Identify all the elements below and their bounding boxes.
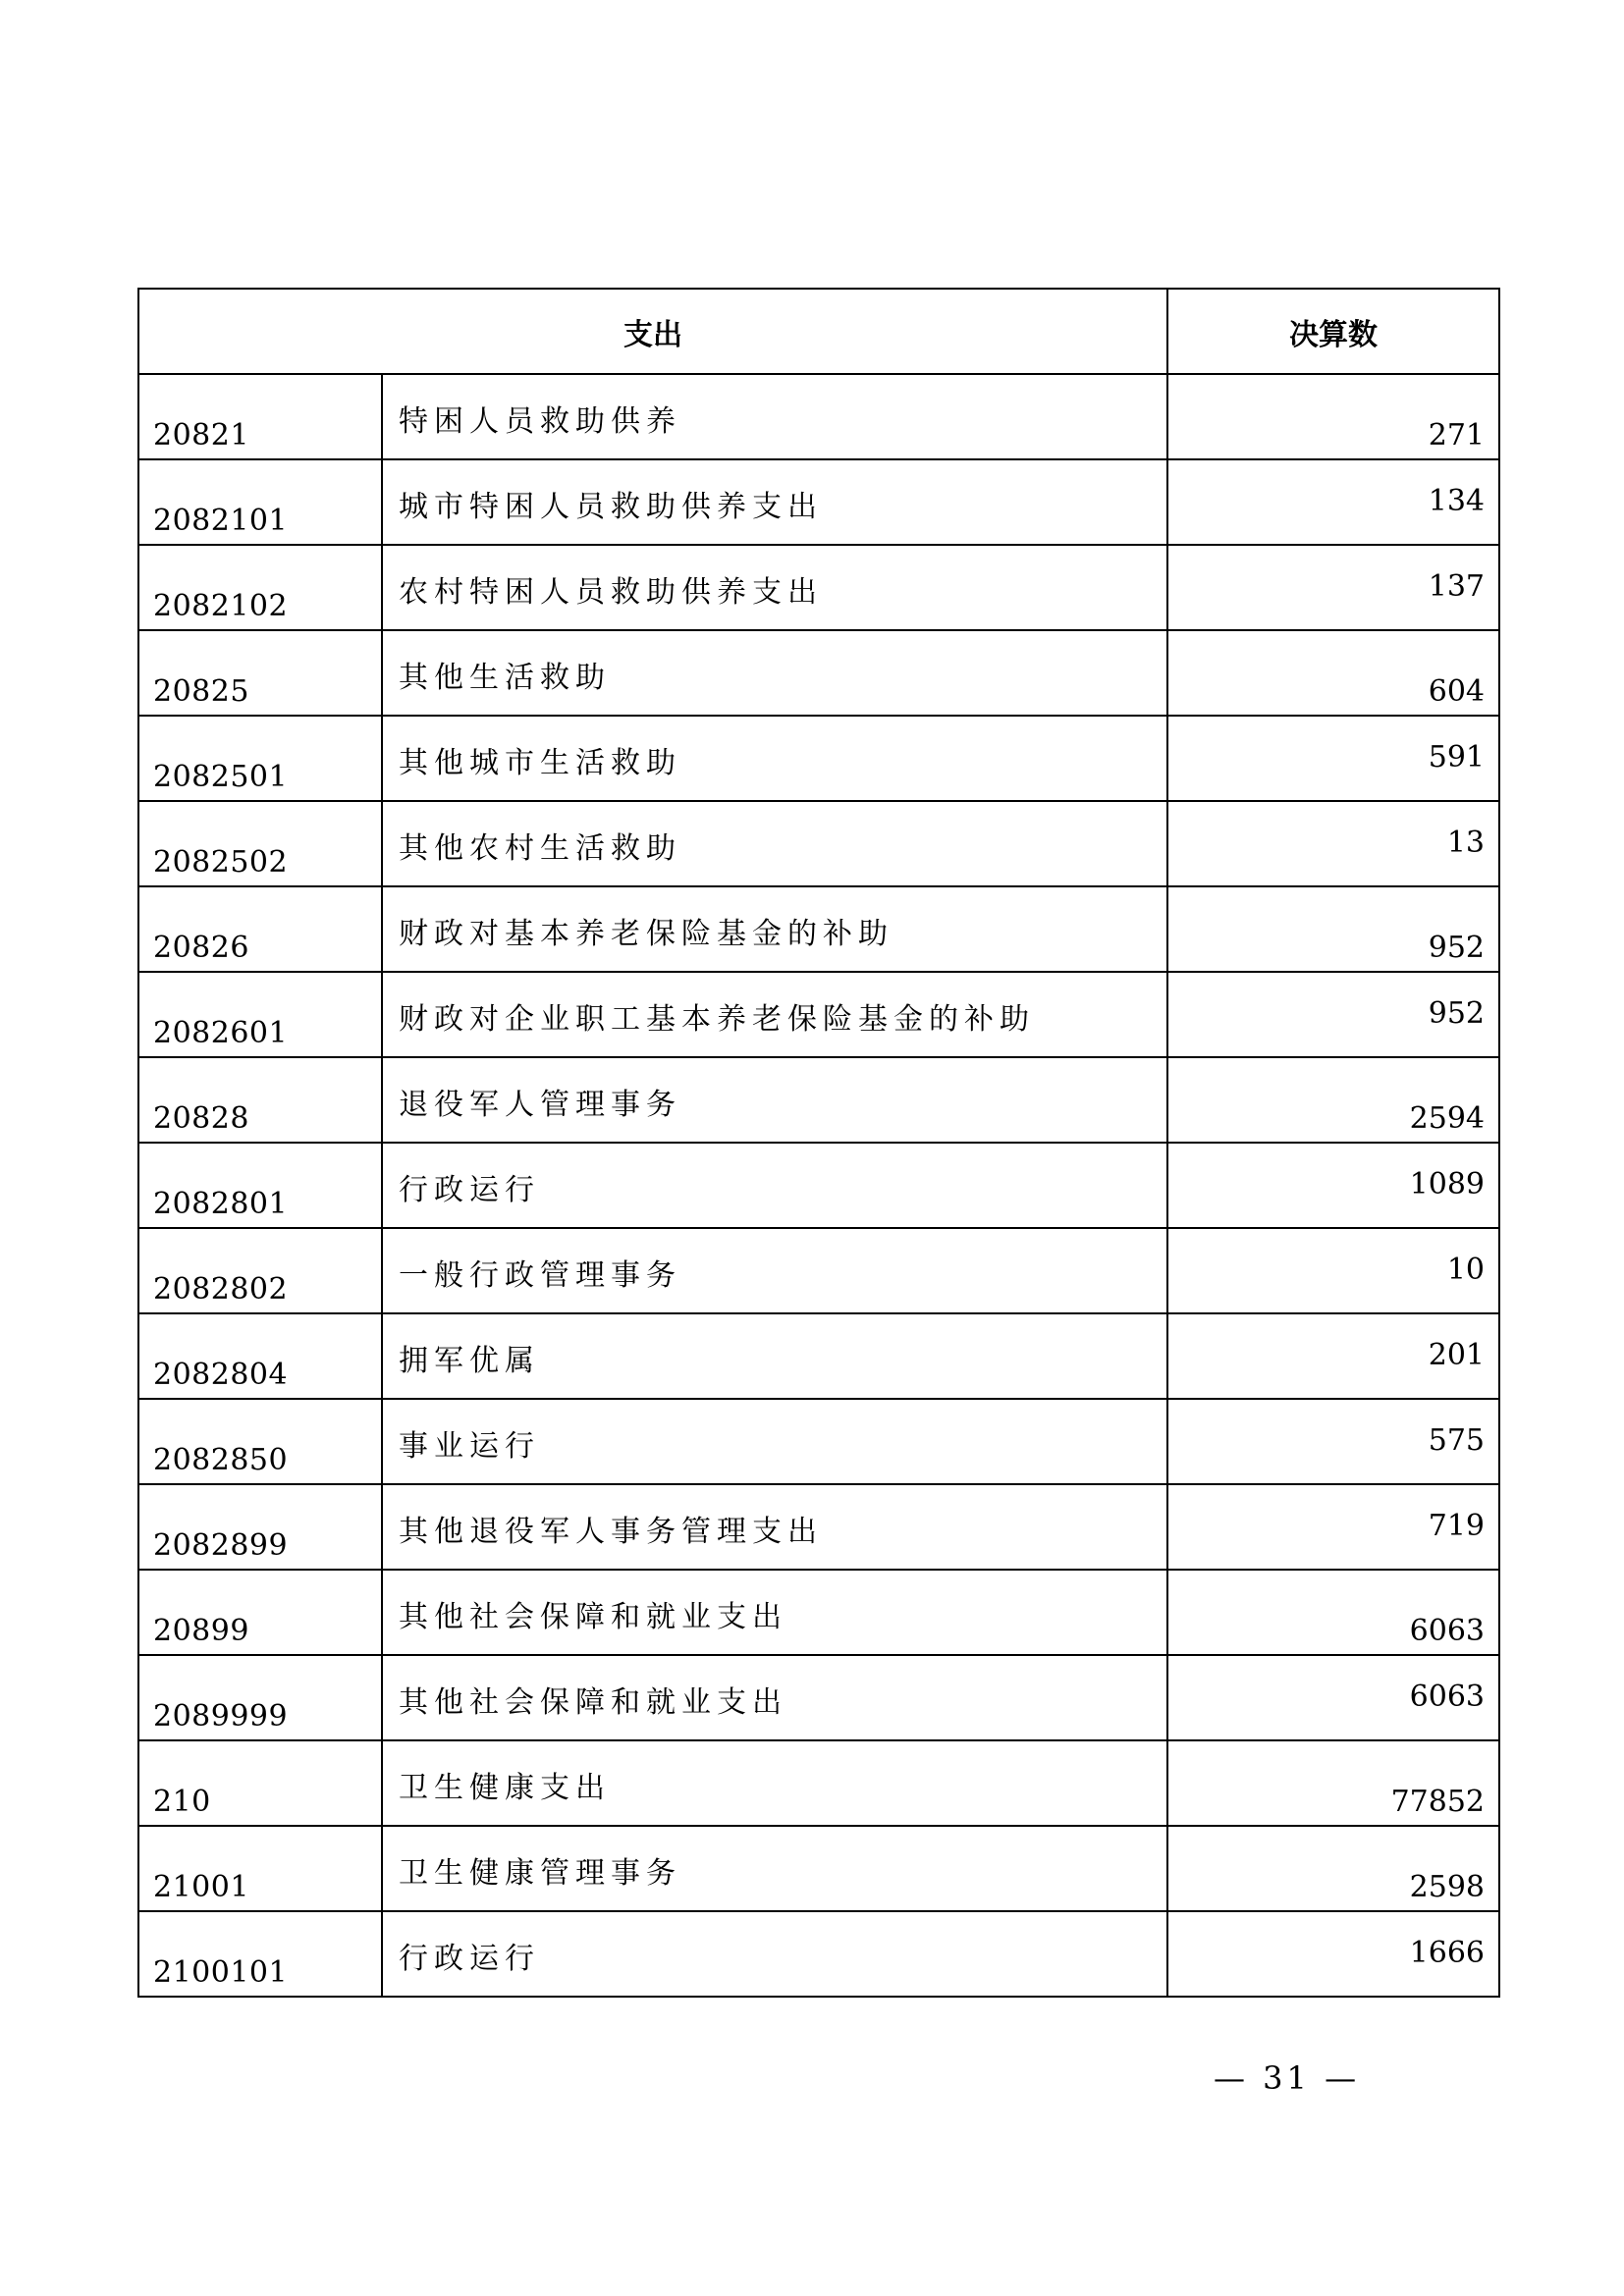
row-amount: 952 (1428, 931, 1485, 965)
row-name-cell (382, 1143, 1167, 1228)
row-code: 2082601 (153, 1016, 289, 1050)
table-row (138, 1399, 1499, 1484)
row-amount: 575 (1428, 1423, 1485, 1458)
row-code: 2082802 (153, 1272, 289, 1307)
row-code-cell (138, 1399, 382, 1484)
header-expenditure: 支出 (138, 289, 1167, 374)
row-name-cell (382, 972, 1167, 1057)
row-amount: 6063 (1409, 1614, 1485, 1648)
row-name-cell (382, 1826, 1167, 1911)
row-amount-cell (1167, 1313, 1499, 1399)
table-row (138, 459, 1499, 545)
row-amount: 719 (1428, 1509, 1485, 1543)
row-code-cell (138, 1826, 382, 1911)
row-amount-cell (1167, 374, 1499, 459)
row-name-cell (382, 1228, 1167, 1313)
row-name: 卫生健康支出 (399, 1771, 611, 1805)
row-name-cell (382, 716, 1167, 801)
table-row (138, 801, 1499, 886)
row-amount-cell (1167, 1740, 1499, 1826)
row-amount: 134 (1428, 484, 1485, 518)
row-amount: 1666 (1409, 1936, 1485, 1970)
row-code-cell (138, 545, 382, 630)
row-amount-cell (1167, 1399, 1499, 1484)
table-body (138, 374, 1499, 1997)
table-row (138, 630, 1499, 716)
row-name: 行政运行 (399, 1942, 540, 1976)
row-name-cell (382, 1911, 1167, 1997)
row-name-cell (382, 886, 1167, 972)
row-code: 2089999 (153, 1699, 289, 1734)
row-amount-cell (1167, 1655, 1499, 1740)
row-amount: 2598 (1409, 1870, 1485, 1904)
table-row (138, 545, 1499, 630)
row-name-cell (382, 1313, 1167, 1399)
budget-expenditure-table (137, 288, 1500, 1998)
page-number: — 31 — (1214, 2059, 1361, 2097)
row-code-cell (138, 1143, 382, 1228)
row-name-cell (382, 1057, 1167, 1143)
row-amount-cell (1167, 1143, 1499, 1228)
row-name: 行政运行 (399, 1173, 540, 1207)
row-amount: 10 (1446, 1253, 1485, 1287)
row-amount: 77852 (1390, 1785, 1485, 1819)
row-name-cell (382, 374, 1167, 459)
row-name: 事业运行 (399, 1429, 540, 1464)
row-name: 退役军人管理事务 (399, 1088, 681, 1122)
row-name: 其他城市生活救助 (399, 746, 681, 780)
row-name-cell (382, 1740, 1167, 1826)
row-amount-cell (1167, 716, 1499, 801)
row-name: 其他生活救助 (399, 661, 611, 695)
row-amount: 201 (1428, 1338, 1485, 1372)
table-row (138, 1570, 1499, 1655)
table-row (138, 374, 1499, 459)
table-row (138, 1484, 1499, 1570)
row-code-cell (138, 1570, 382, 1655)
row-code: 2082501 (153, 760, 289, 794)
row-name-cell (382, 801, 1167, 886)
row-name: 一般行政管理事务 (399, 1258, 681, 1293)
row-code-cell (138, 1057, 382, 1143)
row-code-cell (138, 972, 382, 1057)
row-name: 拥军优属 (399, 1344, 540, 1378)
row-amount-cell (1167, 1826, 1499, 1911)
table-row (138, 1655, 1499, 1740)
row-amount: 6063 (1409, 1680, 1485, 1714)
row-code: 20821 (153, 418, 249, 453)
row-name: 卫生健康管理事务 (399, 1856, 681, 1891)
row-code-cell (138, 1313, 382, 1399)
row-amount: 137 (1428, 569, 1485, 604)
row-name: 其他社会保障和就业支出 (399, 1685, 787, 1720)
row-code-cell (138, 886, 382, 972)
row-amount-cell (1167, 545, 1499, 630)
row-code-cell (138, 1655, 382, 1740)
row-amount-cell (1167, 801, 1499, 886)
row-name-cell (382, 630, 1167, 716)
row-amount-cell (1167, 1057, 1499, 1143)
row-amount-cell (1167, 630, 1499, 716)
row-name: 财政对企业职工基本养老保险基金的补助 (399, 1002, 1035, 1037)
row-code: 2082899 (153, 1528, 289, 1563)
row-code-cell (138, 1740, 382, 1826)
row-amount-cell (1167, 459, 1499, 545)
table-row (138, 1228, 1499, 1313)
row-amount: 591 (1428, 740, 1485, 774)
row-code-cell (138, 630, 382, 716)
table-row (138, 1826, 1499, 1911)
row-name: 特困人员救助供养 (399, 404, 681, 439)
table-row (138, 1057, 1499, 1143)
row-code: 20825 (153, 674, 249, 709)
row-amount: 1089 (1409, 1167, 1485, 1201)
row-name-cell (382, 1655, 1167, 1740)
row-name-cell (382, 1570, 1167, 1655)
row-name: 其他社会保障和就业支出 (399, 1600, 787, 1634)
row-code: 2082502 (153, 845, 289, 880)
row-code-cell (138, 801, 382, 886)
row-code: 20899 (153, 1614, 249, 1648)
row-name-cell (382, 1484, 1167, 1570)
row-amount-cell (1167, 886, 1499, 972)
table-row (138, 1740, 1499, 1826)
table-row (138, 972, 1499, 1057)
row-code: 21001 (153, 1870, 249, 1904)
row-name: 财政对基本养老保险基金的补助 (399, 917, 893, 951)
row-code-cell (138, 1911, 382, 1997)
row-code: 2082102 (153, 589, 289, 623)
table-row (138, 716, 1499, 801)
row-name-cell (382, 545, 1167, 630)
header-amount: 决算数 (1167, 289, 1499, 374)
table-row (138, 1143, 1499, 1228)
row-name: 其他农村生活救助 (399, 831, 681, 866)
row-amount: 13 (1446, 826, 1485, 860)
row-code: 210 (153, 1785, 211, 1819)
row-amount-cell (1167, 1570, 1499, 1655)
row-amount-cell (1167, 1911, 1499, 1997)
row-amount-cell (1167, 972, 1499, 1057)
row-name: 城市特困人员救助供养支出 (399, 490, 823, 524)
row-code-cell (138, 374, 382, 459)
row-amount-cell (1167, 1484, 1499, 1570)
row-amount: 271 (1428, 418, 1485, 453)
table-header-row (138, 289, 1499, 374)
row-name-cell (382, 459, 1167, 545)
row-code: 20828 (153, 1101, 249, 1136)
row-code: 2082804 (153, 1358, 289, 1392)
row-amount: 952 (1428, 996, 1485, 1031)
row-code: 2082850 (153, 1443, 289, 1477)
row-code: 2100101 (153, 1955, 289, 1990)
table-row (138, 1911, 1499, 1997)
row-amount-cell (1167, 1228, 1499, 1313)
row-code: 2082801 (153, 1187, 289, 1221)
row-name-cell (382, 1399, 1167, 1484)
row-name: 其他退役军人事务管理支出 (399, 1515, 823, 1549)
row-amount: 2594 (1409, 1101, 1485, 1136)
row-amount: 604 (1428, 674, 1485, 709)
table-row (138, 1313, 1499, 1399)
row-code-cell (138, 1228, 382, 1313)
row-code-cell (138, 459, 382, 545)
row-code: 2082101 (153, 504, 289, 538)
row-code-cell (138, 716, 382, 801)
table-row (138, 886, 1499, 972)
row-code-cell (138, 1484, 382, 1570)
row-code: 20826 (153, 931, 249, 965)
row-name: 农村特困人员救助供养支出 (399, 575, 823, 610)
